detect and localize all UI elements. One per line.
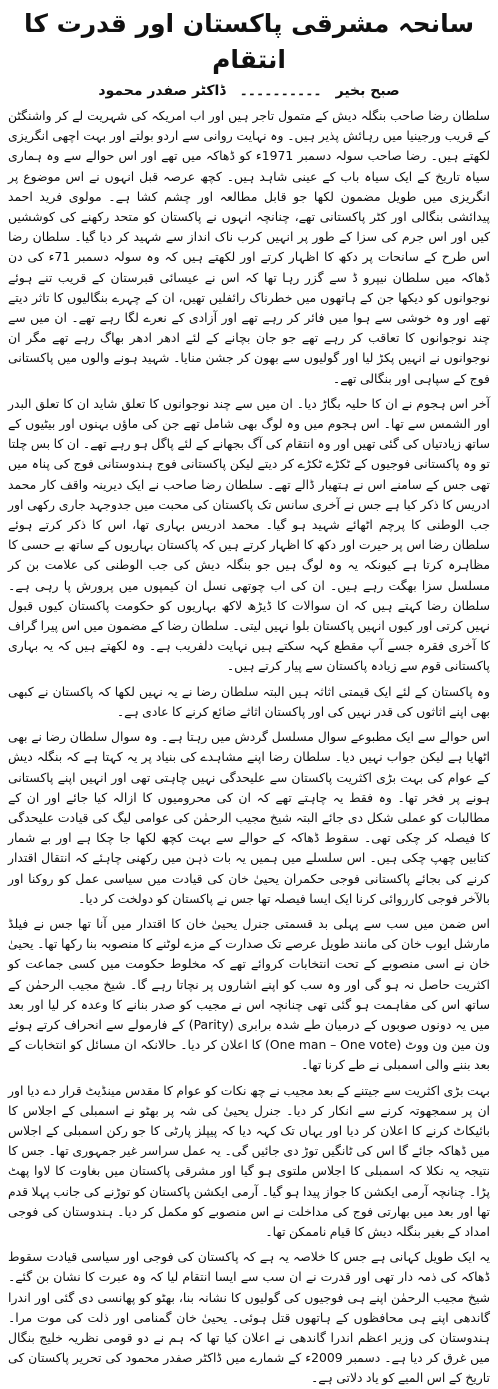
article-paragraph: اس حوالے سے ایک مطبوعے سوال مسلسل گردش میں رہتا ہے۔ وہ سوال سلطان رضا نے بھی اٹھایا ہے لیکن جواب نہیں دیا۔ سلطان رضا اپنے مشاہدے کی بنیاد پر یہ کہتا ہے کہ بنگلہ دیش کے عوام کی بہت بڑی اکثریت پاکستان سے علیحدگی نہیں چاہتی تھی اور انہیں اپنے پاکستانی ہونے پر فخر تھا۔ وہ فقط یہ چاہتے تھے کہ ان کی محرومیوں کا ازالہ کیا جائے اور ان کے مطالبات کو عملی شکل دی جائے البتہ شیخ مجیب الرحمٰن کی عوامی لیگ کی قیادت علیحدگی کا فیصلہ کر چکی تھی۔ سقوط ڈھاکہ کے حوالے سے بہت کچھ لکھا جا چکا ہے اور بے شمار کتابیں چھپ چکی ہیں۔ اس سلسلے میں ہمیں یہ بات ذہن میں رکھنی چاہئے کہ انتقال اقتدار کرنے کی بجائے پاکستانی فوجی حکمران یحییٰ خان کی قیادت میں سیاسی عمل کو روکنا اور بالآخر فوجی کارروائی کرنا ایک ایسا فیصلہ تھا جس نے پاکستان کو دولخت کر دیا۔ xyxy=(8,729,490,906)
article-paragraph: بہت بڑی اکثریت سے جیتنے کے بعد مجیب نے چھ نکات کو عوام کا مقدس مینڈیٹ قرار دے دیا اور ان پر سمجھوتہ کرنے سے انکار کر دیا۔ جنرل یحییٰ کی شہ پر بھٹو نے اسمبلی کے اجلاس کا بائیکاٹ کرنے کا اعلان کر دیا اور یہاں تک کہہ دیا کہ پیپلز پارٹی کا جو رکن اسمبلی کے اجلاس میں ڈھاکہ جائے گا اس کی ٹانگیں توڑ دی جائیں گی۔ یہ عمل سراسر غیر جمہوری تھا۔ جس کا نتیجہ یہ نکلا کہ اسمبلی کا اجلاس ملتوی ہو گیا اور مشرقی پاکستان میں بغاوت کا لاوا پھٹ پڑا۔ چنانچہ آرمی ایکشن کا جواز پیدا ہو گیا۔ آرمی ایکشن پاکستان کو توڑنے کی جانب پہلا قدم تھا اور بعد میں بھارتی فوج کی مداخلت نے اس منصوبے کو مکمل کر دیا۔ ہندوستان کی فوجی امداد کے بغیر بنگلہ دیش کا قیام ناممکن تھا۔ xyxy=(8,1082,490,1239)
article-paragraph: اس ضمن میں سب سے پہلی بد قسمتی جنرل یحییٰ خان کا اقتدار میں آنا تھا جس نے فیلڈ مارشل ایوب خان کی مانند طویل عرصے تک صدارت کے مزے لوٹنے کا منصوبہ بنا رکھا تھا۔ یحییٰ خان نے اسی منصوبے کے تحت انتخابات کروائے تھے کہ مخلوط حکومت میں کسی جماعت کو اکثریت حاصل نہ ہو گی اور وہ سب کو اپنے اشاروں پر نچاتا رہے گا۔ شیخ مجیب الرحمٰن کے ساتھ اس کی مفاہمت ہو گئی تھی چنانچہ اس نے مجیب کو صدر بنانے کا وعدہ کر لیا اور بعد میں یہ دونوں صوبوں کے درمیان طے شدہ برابری (Parity) کے فارمولے سے انحراف کرتے ہوئے ون مین ون ووٹ (One man – One vote) کا اعلان کر دیا۔ حالانکہ ان مسائل کو انتخابات کے بعد بننے والی اسمبلی نے طے کرنا تھا۔ xyxy=(8,915,490,1073)
article-paragraph: یہ ایک طویل کہانی ہے جس کا خلاصہ یہ ہے کہ پاکستان کی فوجی اور سیاسی قیادت سقوط ڈھاکہ کی ذمہ دار تھی اور قدرت نے ان سب سے ایسا انتقام لیا کہ وہ عبرت کا نشان بن گئے۔ شیخ مجیب الرحمٰن اپنے ہی فوجیوں کی گولیوں کا نشانہ بنا، بھٹو کو پھانسی دی گئی اور اندرا گاندھی اپنے ہی محافظوں کے ہاتھوں قتل ہوئی۔ یحییٰ خان گمنامی اور ذلت کی موت مرا۔ ہندوستان کی وزیر اعظم اندرا گاندھی نے اعلان کیا تھا کہ ہم نے دو قومی نظریہ خلیج بنگال میں غرق کر دیا ہے۔ دسمبر 2009ء کے شمارے میں ڈاکٹر صفدر محمود کی تحریر پاکستان کی تاریخ کے اس المیے کو یاد دلاتی ہے۔ xyxy=(8,1249,490,1386)
author-name: ڈاکٹر صفدر محمود xyxy=(98,83,226,99)
article-paragraph: سلطان رضا صاحب بنگلہ دیش کے متمول تاجر ہیں اور اب امریکہ کی شہریت لے کر واشنگٹن کے قریب ورجینیا میں رہائش پذیر ہیں۔ وہ نہایت روانی سے اردو بولتے اور بہت اچھی انگریزی لکھتے ہیں۔ رضا صاحب سولہ دسمبر 1971ء کو ڈھاکہ میں تھے اور اس حوالے سے وہ ہماری سیاہ تاریخ کے ایک سیاہ باب کے عینی شاہد ہیں۔ کچھ عرصہ قبل انہوں نے اس موضوع پر انگریزی میں طویل مضمون لکھا جو قابل مطالعہ اور چشم کشا ہے۔ مولوی فرید احمد پیدائشی بنگالی اور کٹر پاکستانی تھے، چنانچہ انہوں نے پاکستان کو متحد رکھنے کی کوششیں کیں اور اس جرم کی سزا کے طور پر انہیں کرب ناک انداز سے شہید کر دیا گیا۔ سلطان رضا اس طرح کے سانحات پر دکھ کا اظہار کرتے اور لکھتے ہیں کہ وہ سولہ دسمبر 71ء کی دن ڈھاکہ میں سلطان نیپرو ڈ سے گزر رہا تھا کہ اس نے عیسائی قبرستان کے قریب تنے ہوئے نوجوانوں کو دیکھا جن کے ہاتھوں میں خطرناک رائفلیں تھیں، ان کے چہرے بنگالیوں کا تاثر دیتے تھے اور وہ خوشی سے ہوا میں فائر کر رہے تھے اور آزادی کے نعرے لگا رہے تھے۔ ان میں سے چند نوجوانوں کا تعاقب کر رہے تھے جو جان بچانے کے لئے ادھر ادھر بھاگ رہے تھے مگر ان نوجوانوں نے انہیں پکڑ لیا اور گولیوں سے بھون کر جشن منایا۔ شہید ہونے والوں میں پاکستانی فوج کے سپاہی اور بنگالی تھے۔ xyxy=(8,108,490,386)
column-title: صبح بخیر xyxy=(335,83,400,99)
article-paragraph: وہ پاکستان کے لئے ایک قیمتی اثاثہ ہیں البتہ سلطان رضا نے یہ نہیں لکھا کہ پاکستان نے کبھی بھی اپنے اثاثوں کی قدر نہیں کی اور پاکستان اثاثے ضائع کرنے کا عادی ہے۔ xyxy=(8,683,490,719)
article-body xyxy=(8,106,490,1389)
byline-separator: ۔۔۔۔۔۔۔۔۔۔ xyxy=(239,83,322,99)
article-paragraph: آخر اس ہجوم نے ان کا حلیہ بگاڑ دیا۔ ان میں سے چند نوجوانوں کا تعلق شاید ان کا تعلق البدر اور الشمس سے تھا۔ اس ہجوم میں وہ لوگ بھی شامل تھے جن کی ماؤں بہنوں اور بیٹیوں کے ساتھ زیادتیاں کی گئی تھیں اور وہ انتقام کی آگ بجھانے کے لئے پاگل ہو رہے تھے۔ ان کا بس چلتا تو وہ پاکستانی فوجیوں کے ٹکڑے ٹکڑے کر دیتے لیکن پاکستانی فوج ہندوستانی فوج کی پناہ میں تھی جس کے سامنے اس نے ہتھیار ڈالے تھے۔ سلطان رضا صاحب نے ایک دیرینہ واقف کار محمد ادریس کا ذکر کیا ہے جس نے آخری سانس تک پاکستان کی محبت میں جدوجہد جاری رکھی اور جب الوطنی کا پرچم اٹھائے شہید ہو گیا۔ محمد ادریس بہاری تھا، اس کا ذکر کرتے ہوئے سلطان رضا اس پر حیرت اور دکھ کا اظہار کرتے ہیں کہ پاکستان بہاریوں کے ساتھ بے حسی کا مظاہرہ کرتا ہے کیونکہ یہ وہ لوگ ہیں جو بنگلہ دیش کی جب الوطنی کی علامت بن کر مسلسل سزا بھگت رہے ہیں۔ ان کی اب چوتھی نسل ان کیمپوں میں پرورش پا رہی ہے۔ سلطان رضا کہتے ہیں کہ ان سوالات کا ڈیڑھ لاکھ بہاریوں کو حکومت پاکستان کیوں قبول نہیں کرتی اور کیوں انہیں پاکستان بلوا نہیں لیتی۔ سلطان رضا کے مضمون میں اس پیرا گراف کا آخری فقرہ جسے آپ مقطع کہہ سکتے ہیں نہایت دلفریب ہے۔ وہ لکھتے ہیں کہ یہ بہاری پاکستانی قوم سے زیادہ پاکستان سے پیار کرتے ہیں۔ xyxy=(8,395,490,674)
article-headline: سانحہ مشرقی پاکستان اور قدرت کا انتقام xyxy=(23,9,475,74)
byline xyxy=(8,80,490,102)
